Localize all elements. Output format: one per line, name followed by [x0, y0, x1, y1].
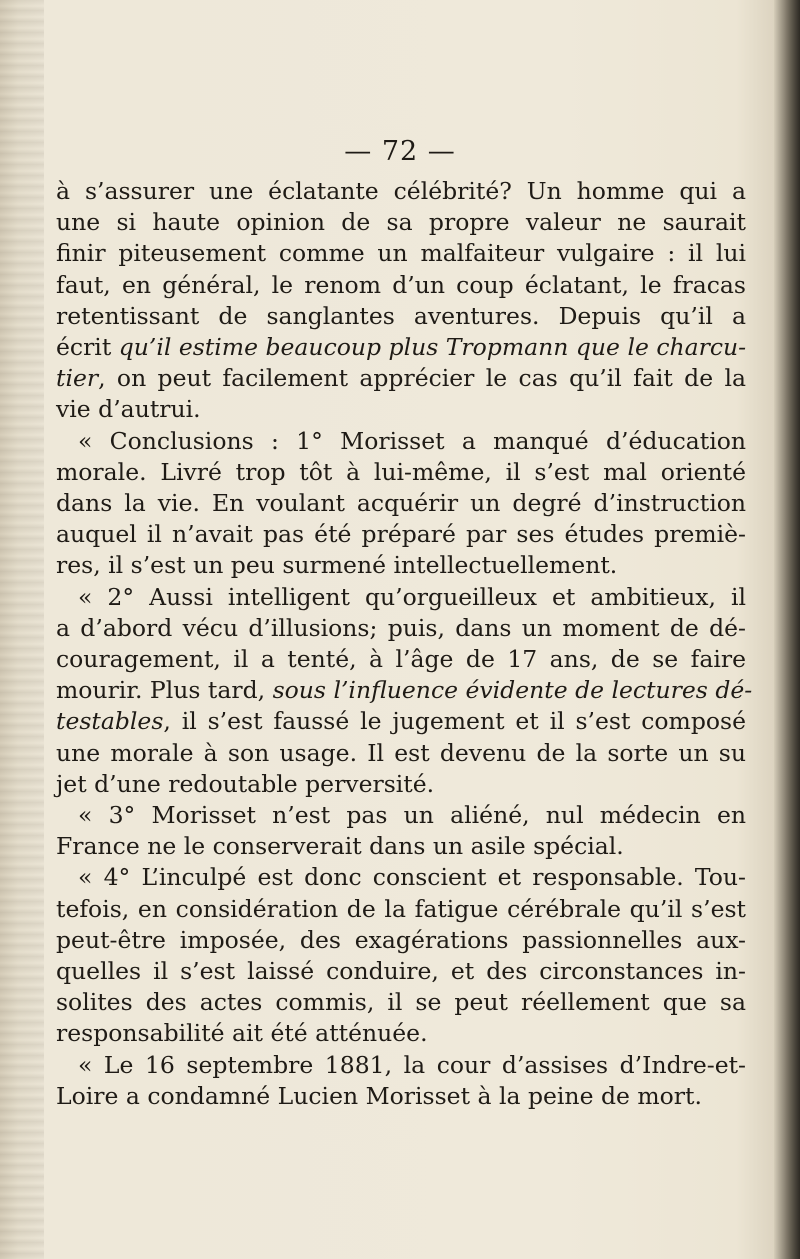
- text-line: [56, 706, 746, 737]
- text-run: une morale à son usage. Il est devenu de la sorte un su: [56, 738, 746, 767]
- text-line: [78, 862, 746, 893]
- italic-text: sous l’influence évidente de lectures dé-: [272, 676, 753, 705]
- text-run: quelles il s’est laissé conduire, et des circonstances in-: [56, 957, 746, 985]
- text-run: retentissant de sanglantes aventures. Depuis qu’il a: [56, 301, 746, 330]
- text-line: [56, 956, 746, 987]
- text-line: [56, 675, 753, 706]
- text-run: « 4° L’inculpé est donc conscient et responsable. Tou-: [78, 863, 746, 892]
- page-edge-shadow-right: [774, 0, 800, 1259]
- text-line: [56, 270, 746, 301]
- italic-text: tier: [56, 364, 99, 393]
- text-run: vie d’autrui.: [56, 395, 201, 424]
- text-line: [56, 1081, 746, 1112]
- text-line: [56, 488, 746, 519]
- text-run: « Conclusions : 1° Morisset a manqué d’éducation: [78, 426, 746, 455]
- text-line: [56, 519, 746, 550]
- text-line: [56, 831, 746, 862]
- text-line: [56, 363, 746, 394]
- page-number: — 72 —: [344, 136, 456, 167]
- text-line: [56, 394, 746, 425]
- text-run: « Le 16 septembre 1881, la cour d’assises d’Indre-et-: [78, 1050, 746, 1079]
- text-run: mourir. Plus tard,: [56, 676, 273, 705]
- text-run: « 3° Morisset n’est pas un aliéné, nul médecin en: [78, 801, 746, 829]
- text-line: [56, 613, 746, 644]
- italic-text: qu’il estime beaucoup plus Tropmann que le charcu-: [118, 333, 747, 361]
- text-run: responsabilité ait été atténuée.: [56, 1019, 428, 1048]
- text-line: [56, 769, 746, 800]
- text-line: [56, 550, 746, 581]
- text-line: [56, 644, 746, 675]
- text-line: [78, 582, 746, 613]
- text-line: [56, 1018, 746, 1049]
- text-line: [78, 1050, 746, 1081]
- text-run: faut, en général, le renom d’un coup éclatant, le fracas: [56, 270, 746, 299]
- text-line: [56, 238, 746, 269]
- text-run: , il s’est faussé le jugement et il s’est composé: [163, 707, 746, 736]
- text-line: [56, 925, 746, 956]
- text-run: a d’abord vécu d’illusions; puis, dans un moment de dé-: [56, 613, 746, 642]
- text-run: morale. Livré trop tôt à lui-même, il s’est mal orienté: [56, 457, 746, 486]
- text-run: écrit: [56, 333, 119, 361]
- text-run: finir piteusement comme un malfaiteur vulgaire : il lui: [56, 239, 746, 268]
- text-line: [56, 176, 746, 207]
- text-line: [56, 332, 746, 363]
- text-run: Loire a condamné Lucien Morisset à la peine de mort.: [56, 1081, 702, 1110]
- text-run: à s’assurer une éclatante célébrité? Un homme qui a: [56, 177, 746, 205]
- text-line: [78, 426, 746, 457]
- text-run: res, il s’est un peu surmené intellectuellement.: [56, 551, 618, 580]
- text-line: [56, 207, 746, 238]
- text-run: , on peut facilement apprécier le cas qu’il fait de la: [98, 364, 746, 393]
- text-line: [56, 301, 746, 332]
- text-run: une si haute opinion de sa propre valeur ne saurait: [56, 208, 746, 237]
- text-run: peut-être imposée, des exagérations passionnelles aux-: [56, 925, 746, 954]
- text-line: [56, 457, 746, 488]
- text-line: [56, 738, 746, 769]
- text-run: dans la vie. En voulant acquérir un degré d’instruction: [56, 489, 746, 517]
- binding-gutter-left: [0, 0, 44, 1259]
- text-run: auquel il n’avait pas été préparé par ses études premiè-: [56, 520, 746, 549]
- text-run: « 2° Aussi intelligent qu’orgueilleux et ambitieux, il: [78, 582, 746, 611]
- text-line: [56, 987, 746, 1018]
- text-line: [78, 800, 746, 831]
- text-run: France ne le conserverait dans un asile spécial.: [56, 832, 624, 861]
- text-run: solites des actes commis, il se peut réellement que sa: [56, 988, 746, 1017]
- text-run: tefois, en considération de la fatigue cérébrale qu’il s’est: [56, 894, 746, 923]
- text-line: [56, 894, 746, 925]
- text-run: jet d’une redoutable perversité.: [56, 769, 435, 798]
- text-run: couragement, il a tenté, à l’âge de 17 ans, de se faire: [56, 645, 746, 673]
- italic-text: testables: [56, 707, 164, 736]
